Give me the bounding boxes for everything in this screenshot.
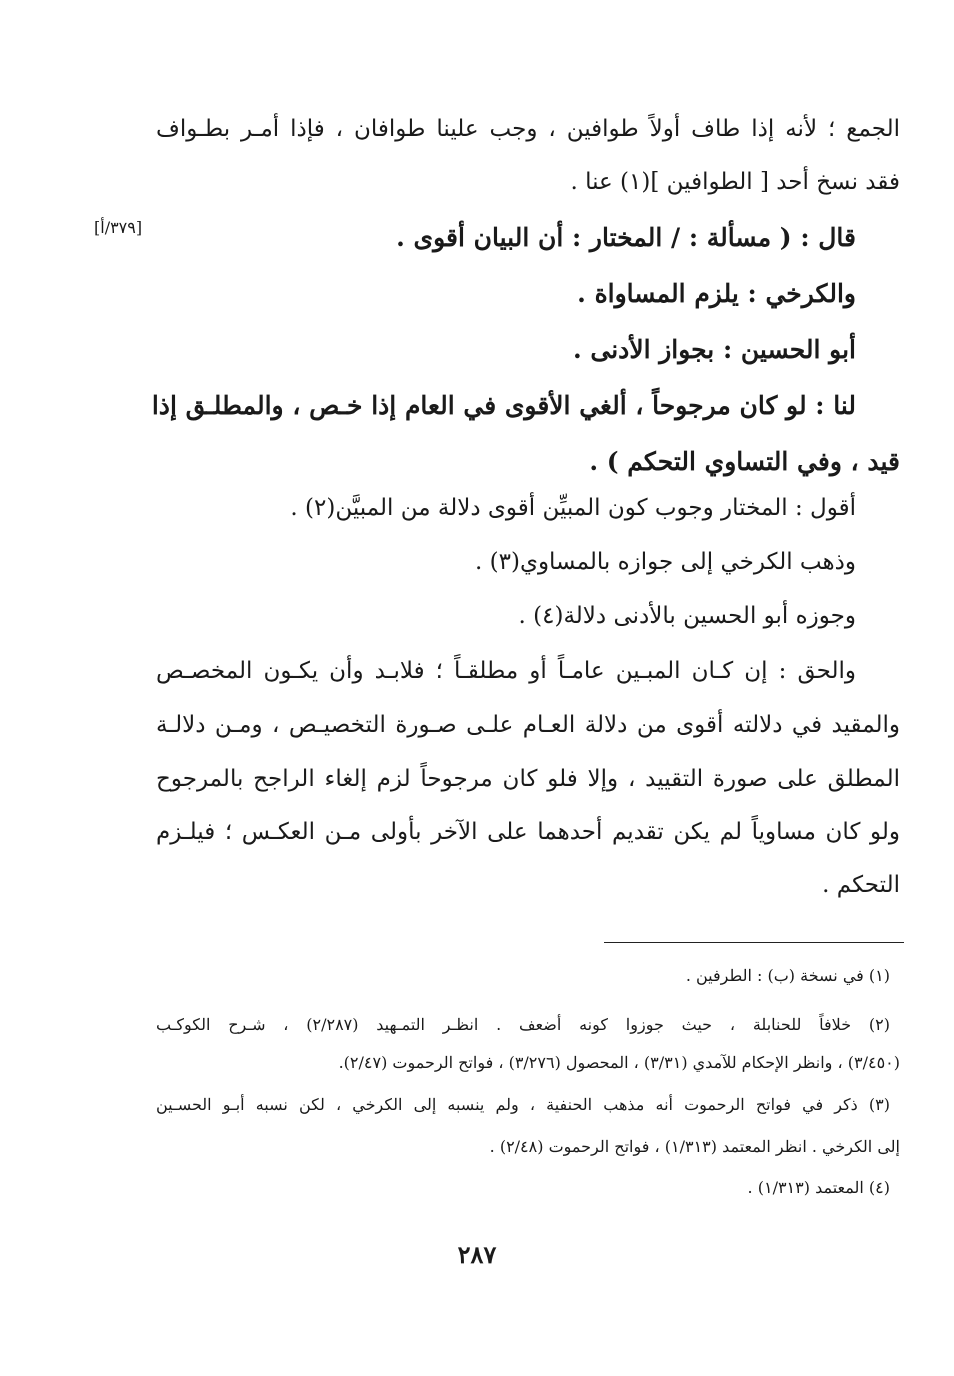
commentary-line-8: التحكم . xyxy=(822,872,900,898)
matn-line-abu-husayn: أبو الحسين : بجواز الأدنى . xyxy=(572,335,856,364)
matn-line-question: قال : ( مسألة : / المختار : أن البيان أقوى . xyxy=(396,223,856,252)
matn-line-argument: لنا : لو كان مرجوحاً ، ألغي الأقوى في العام إذا خـص ، والمطلـق إذا xyxy=(151,391,856,420)
body-line-2: فقد نسخ أحد [ الطوافين ](١) عنا . xyxy=(570,169,900,195)
commentary-line-6: المطلق على صورة التقييد ، وإلا فلو كان مرجوحاً لزم إلغاء الراجح بالمرجوح xyxy=(156,766,900,792)
commentary-line-7: ولو كان مساوياً لم يكن تقديم أحدهما على الآخر بأولى مـن العكـس ؛ فيلـزم xyxy=(156,819,901,845)
matn-line-argument-end: قيد ، وفي التساوي التحكم ) . xyxy=(589,447,900,476)
footnote-2-line-2: (٣/٤٥٠) ، وانظر الإحكام للآمدي (٣/٣١) ، المحصول (٣/٢٧٦) ، فواتح الرحموت (٢/٤٧). xyxy=(338,1053,900,1072)
footnote-3-line-2: إلى الكرخي . انظر المعتمد (١/٣١٣) ، فواتح الرحموت (٢/٤٨) . xyxy=(489,1137,900,1156)
commentary-line-1: أقول : المختار وجوب كون المبيِّن أقوى دلالة من المبيَّن(٢) . xyxy=(290,495,856,521)
footnote-2-line-1: (٢) خلافاً للحنابلة ، حيث جوزوا كونه أضعف . انظـر التمـهيد (٢/٢٨٧) ، شـرح الكوكـب xyxy=(156,1015,890,1034)
manuscript-folio-reference: [٣٧٩/أ] xyxy=(94,218,143,237)
footnote-1: (١) في نسخة (ب) : الطرفين . xyxy=(685,966,890,985)
commentary-line-5: والمقيد في دلالته أقوى من دلالة العـام علـى صـورة التخصيـص ، ومـن دلالـة xyxy=(156,712,900,738)
page-number: ٢٨٧ xyxy=(457,1240,497,1269)
footnote-4: (٤) المعتمد (١/٣١٣) . xyxy=(747,1178,890,1197)
footnote-3-line-1: (٣) ذكر في فواتح الرحموت أنه مذهب الحنفية ، ولم ينسبه إلى الكرخي ، لكن نسبه أبـو الحسـين xyxy=(156,1095,891,1114)
matn-line-karkhi: والكرخي : يلزم المساواة . xyxy=(577,279,856,308)
body-line-1: الجمع ؛ لأنه إذا طاف أولاً طوافين ، وجب علينا طوافان ، فإذا أمـر بطـواف xyxy=(156,116,900,142)
commentary-line-2: وذهب الكرخي إلى جوازه بالمساوي(٣) . xyxy=(475,549,856,575)
commentary-line-3: وجوزه أبو الحسين بالأدنى دلالة(٤) . xyxy=(518,603,856,629)
footnote-separator xyxy=(604,942,904,943)
commentary-line-4: والحق : إن كـان المبـين عامـاً أو مطلقـاً ؛ فلابـد وأن يكـون المخصـص xyxy=(156,658,856,684)
